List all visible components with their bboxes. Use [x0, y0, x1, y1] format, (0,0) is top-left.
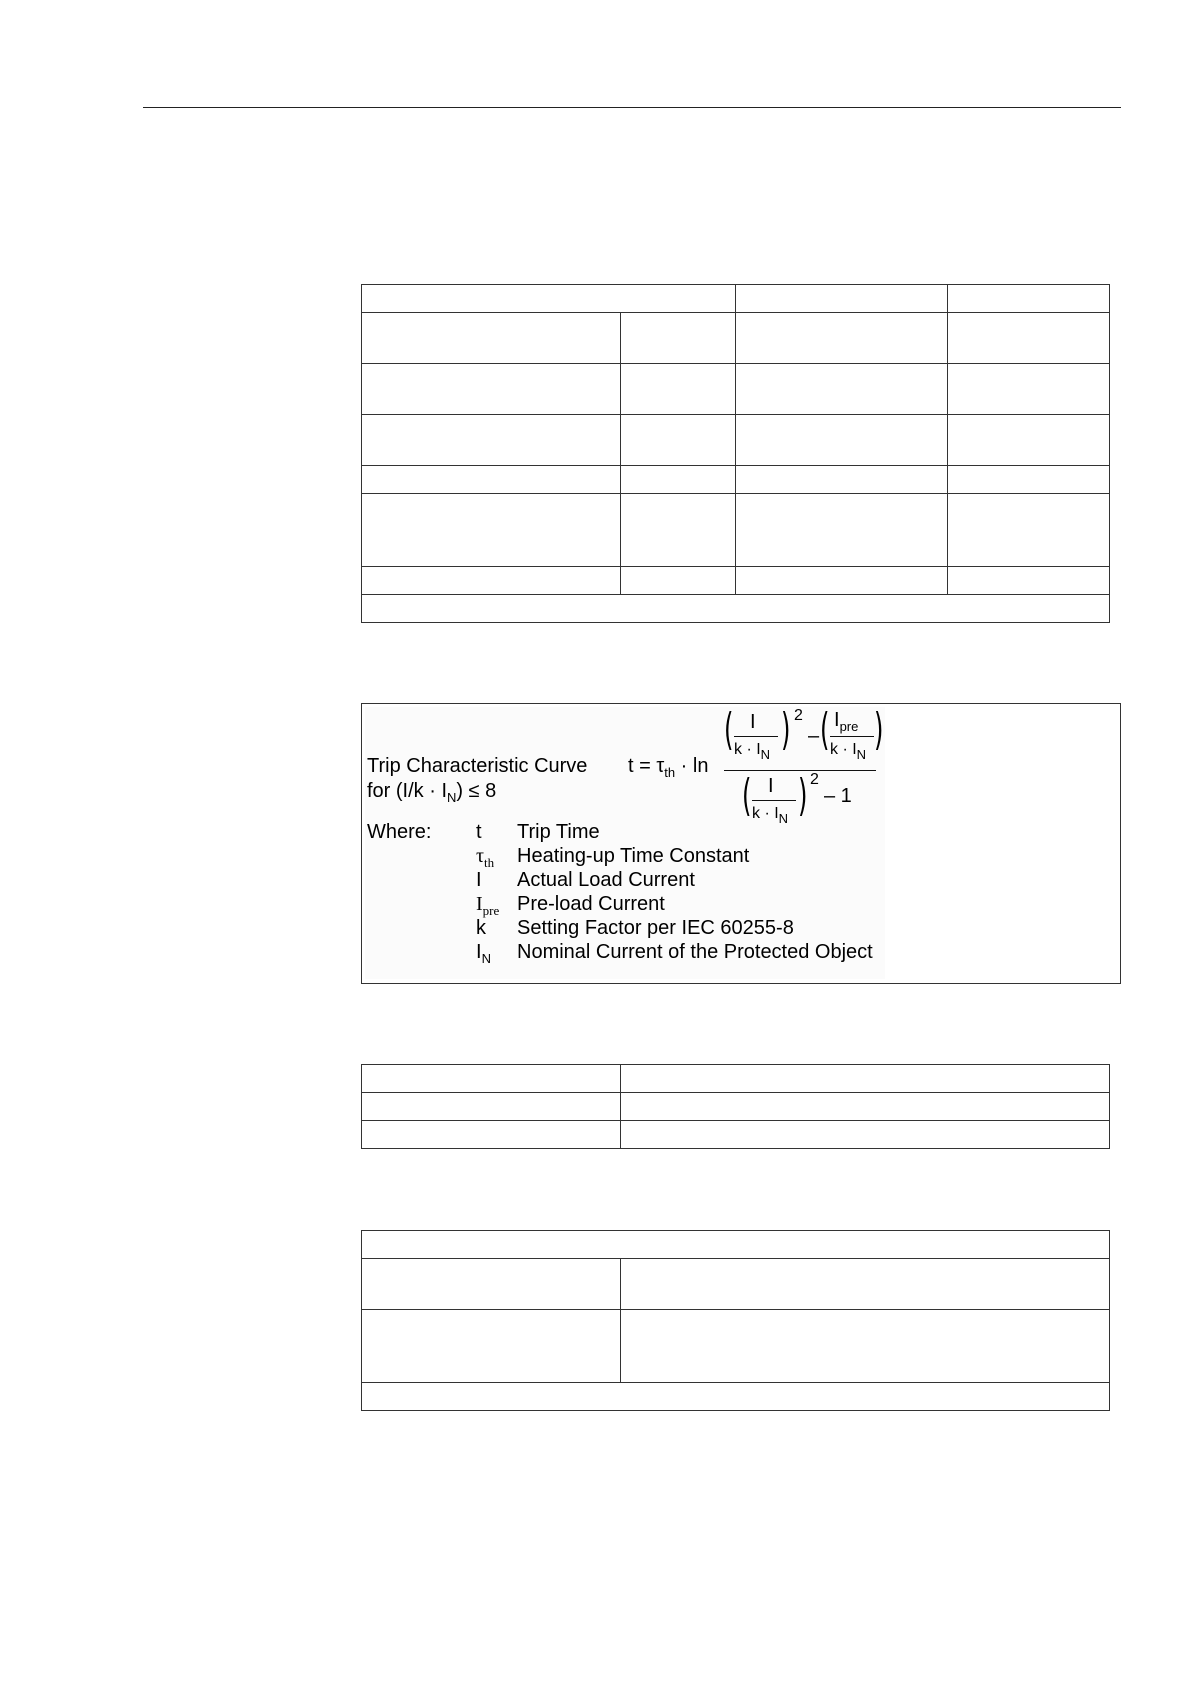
paren-left: (: [742, 770, 752, 821]
table-cell: [621, 494, 736, 567]
table-row: [362, 1065, 1110, 1093]
den-frac-top: I: [768, 775, 774, 797]
table-cell: [362, 1259, 621, 1310]
table-cell: [736, 567, 948, 595]
table-cell: [948, 285, 1110, 313]
table-cell: [621, 415, 736, 466]
table-cell: [736, 494, 948, 567]
table-cell: [362, 415, 621, 466]
table-cell: [362, 313, 621, 364]
legend-symbol: $\tau_{th}$: [476, 845, 495, 870]
where-label: Where:: [367, 821, 432, 843]
table-row: [362, 415, 1110, 466]
table-cell: [948, 567, 1110, 595]
table-cell: [948, 313, 1110, 364]
table-row: [362, 313, 1110, 364]
table-row: [362, 466, 1110, 494]
legend-description: Heating-up Time Constant: [517, 845, 750, 867]
table-cell: [621, 1121, 1110, 1149]
paren-right: ): [798, 770, 808, 821]
table-row: [362, 285, 1110, 313]
legend-symbol: k: [476, 917, 486, 939]
table-row: [362, 364, 1110, 415]
table-row: [362, 494, 1110, 567]
table-cell: [948, 466, 1110, 494]
table-row: [362, 1121, 1110, 1149]
table-cell: [362, 364, 621, 415]
paren-right: ): [874, 704, 884, 755]
table-cell: [621, 466, 736, 494]
header-rule: [143, 107, 1121, 108]
legend-description: Pre-load Current: [517, 893, 665, 915]
settings-table: [361, 284, 1110, 623]
den-exponent: 2: [810, 771, 819, 788]
table-cell: [736, 285, 948, 313]
legend-description: Actual Load Current: [517, 869, 695, 891]
table-cell: [621, 1310, 1110, 1383]
table-cell: [948, 415, 1110, 466]
legend-symbol: $I_{pre}$: [476, 893, 500, 918]
paren-left: (: [820, 704, 830, 755]
table-cell: [362, 1065, 621, 1093]
table-cell: [621, 567, 736, 595]
table-cell: [621, 364, 736, 415]
formula-caption-line1: Trip Characteristic Curve: [367, 755, 588, 777]
table-cell: [736, 313, 948, 364]
table-cell: [736, 415, 948, 466]
table-cell: [948, 364, 1110, 415]
num-frac2-bottom: $k \cdot I_N$: [830, 741, 867, 762]
table-row: [362, 1383, 1110, 1411]
num-minus: –: [808, 725, 820, 747]
legend-symbol: t: [476, 821, 482, 843]
trip-characteristic-formula-box: [361, 703, 1121, 984]
table-cell: [362, 595, 1110, 623]
table-cell: [621, 1259, 1110, 1310]
table-row: [362, 567, 1110, 595]
table-cell: [736, 364, 948, 415]
legend-symbol: I: [476, 869, 482, 891]
table-cell: [736, 466, 948, 494]
formula-lhs: $t = \tau_{th} \cdot \ln$: [628, 755, 709, 780]
num-frac1-top: I: [750, 711, 756, 733]
table-cell: [362, 1310, 621, 1383]
formula-caption-line2: for $(I/k \cdot I_N) \le 8$: [367, 780, 497, 805]
num-frac2-top: $I_{pre}$: [834, 709, 859, 734]
num-frac2-bar: [830, 736, 874, 737]
den-minus-one: – 1: [824, 785, 852, 807]
table-cell: [362, 466, 621, 494]
info-table: [361, 1230, 1110, 1411]
table-cell: [621, 313, 736, 364]
table-row: [362, 1310, 1110, 1383]
table-row: [362, 595, 1110, 623]
num-frac1-bottom: $k \cdot I_N$: [734, 741, 771, 762]
table-row: [362, 1231, 1110, 1259]
legend-symbol: $I_N$: [476, 941, 491, 966]
legend-description: Nominal Current of the Protected Object: [517, 941, 873, 963]
table-cell: [362, 1383, 1110, 1411]
table-cell: [621, 1065, 1110, 1093]
parameter-table: [361, 1064, 1110, 1149]
table-cell: [621, 1093, 1110, 1121]
table-row: [362, 1093, 1110, 1121]
paren-right: ): [781, 704, 791, 755]
num-frac1-bar: [734, 736, 778, 737]
table-cell: [362, 1121, 621, 1149]
table-cell: [362, 1231, 1110, 1259]
table-cell: [362, 567, 621, 595]
num-exponent: 2: [794, 707, 803, 724]
table-cell: [362, 494, 621, 567]
legend-description: Trip Time: [517, 821, 600, 843]
table-row: [362, 1259, 1110, 1310]
table-cell: [948, 494, 1110, 567]
den-frac-bar: [752, 800, 796, 801]
table-cell: [362, 1093, 621, 1121]
table-cell: [362, 285, 736, 313]
den-frac-bottom: $k \cdot I_N$: [752, 805, 789, 826]
legend-description: Setting Factor per IEC 60255-8: [517, 917, 794, 939]
paren-left: (: [724, 704, 734, 755]
